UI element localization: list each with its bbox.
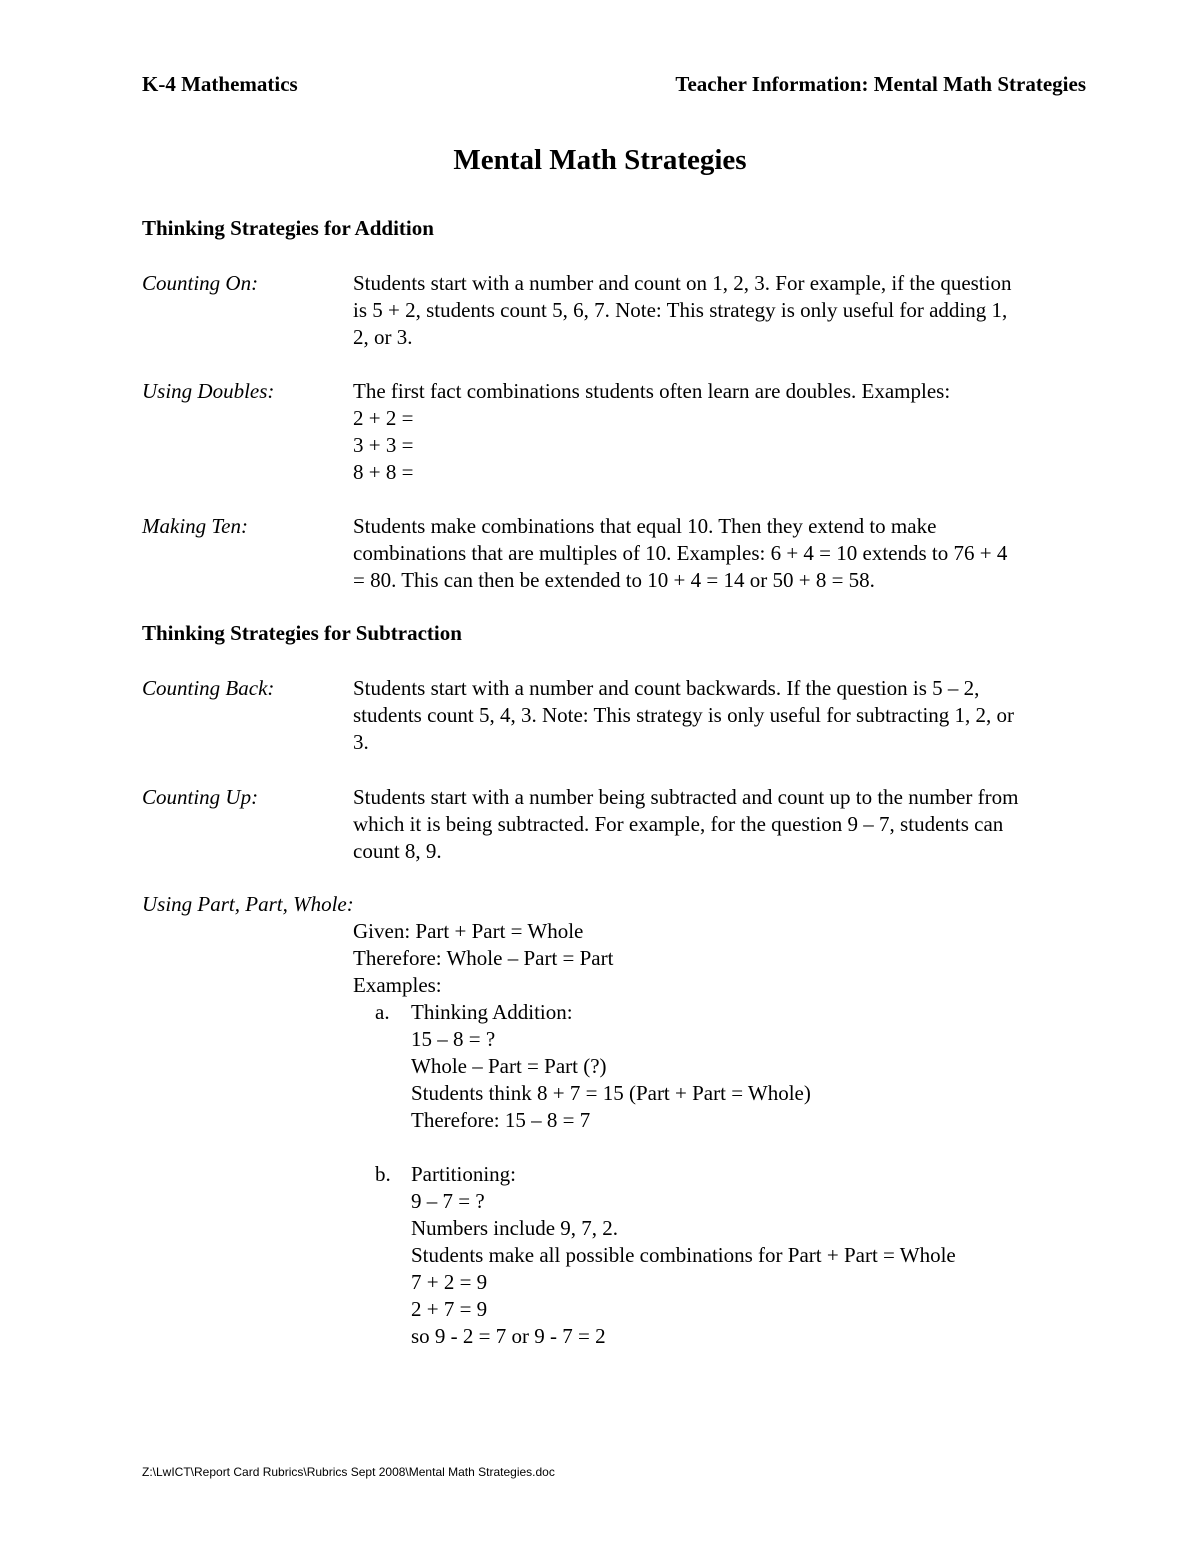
term-counting-on: Counting On:	[142, 271, 259, 295]
term-making-ten: Making Ten:	[142, 514, 248, 538]
text-line: 7 + 2 = 9	[411, 1270, 488, 1294]
text-line: Partitioning:	[411, 1162, 516, 1186]
text-line: 8 + 8 =	[353, 460, 414, 484]
term-counting-back: Counting Back:	[142, 676, 275, 700]
text-line: 3 + 3 =	[353, 433, 414, 457]
text-line: Numbers include 9, 7, 2.	[411, 1216, 619, 1240]
term-counting-up: Counting Up:	[142, 785, 259, 809]
text-line: The first fact combinations students often learn are doubles. Examples:	[353, 379, 951, 403]
text-line: Students make combinations that equal 10. Then they extend to make	[353, 514, 937, 538]
text-line: count 8, 9.	[353, 839, 442, 863]
text-line: 2, or 3.	[353, 325, 413, 349]
desc-part-part-whole	[353, 918, 1113, 999]
example-b-marker: b.	[375, 1162, 391, 1186]
text-line: Therefore: 15 – 8 = 7	[411, 1108, 591, 1132]
text-line: 2 + 7 = 9	[411, 1297, 488, 1321]
term-part-part-whole: Using Part, Part, Whole:	[142, 892, 354, 916]
page-title: Mental Math Strategies	[453, 144, 747, 176]
desc-counting-back	[353, 675, 1113, 756]
section-heading-addition: Thinking Strategies for Addition	[142, 216, 434, 240]
desc-using-doubles	[353, 378, 1113, 486]
desc-counting-on	[353, 270, 1113, 351]
desc-making-ten	[353, 513, 1113, 594]
text-line: combinations that are multiples of 10. Examples: 6 + 4 = 10 extends to 76 + 4	[353, 541, 1008, 565]
text-line: = 80. This can then be extended to 10 + 4 = 14 or 50 + 8 = 58.	[353, 568, 875, 592]
text-line: Students start with a number and count backwards. If the question is 5 – 2,	[353, 676, 980, 700]
text-line: Whole – Part = Part (?)	[411, 1054, 607, 1078]
header-left: K-4 Mathematics	[142, 72, 298, 96]
text-line: which it is being subtracted. For example, for the question 9 – 7, students can	[353, 812, 1004, 836]
text-line: 9 – 7 = ?	[411, 1189, 485, 1213]
text-line: 2 + 2 =	[353, 406, 414, 430]
text-line: students count 5, 4, 3. Note: This strategy is only useful for subtracting 1, 2, or	[353, 703, 1015, 727]
desc-counting-up	[353, 784, 1113, 865]
term-using-doubles: Using Doubles:	[142, 379, 275, 403]
text-line: Students start with a number and count on 1, 2, 3. For example, if the question	[353, 271, 1012, 295]
text-line: Examples:	[353, 973, 442, 997]
text-line: Students make all possible combinations for Part + Part = Whole	[411, 1243, 956, 1267]
example-a-body	[411, 999, 811, 1134]
section-heading-subtraction: Thinking Strategies for Subtraction	[142, 621, 462, 645]
text-line: Students start with a number being subtracted and count up to the number from	[353, 785, 1019, 809]
header-right: Teacher Information: Mental Math Strategies	[675, 72, 1086, 96]
text-line: Students think 8 + 7 = 15 (Part + Part = Whole)	[411, 1081, 811, 1105]
text-line: Thinking Addition:	[411, 1000, 573, 1024]
text-line: Therefore: Whole – Part = Part	[353, 946, 614, 970]
text-line: is 5 + 2, students count 5, 6, 7. Note: This strategy is only useful for adding 1,	[353, 298, 1008, 322]
example-b-body	[411, 1161, 956, 1350]
text-line: 3.	[353, 730, 369, 754]
text-line: 15 – 8 = ?	[411, 1027, 496, 1051]
footer-file-path: Z:\LwICT\Report Card Rubrics\Rubrics Sept 2008\Mental Math Strategies.doc	[142, 1465, 555, 1479]
text-line: so 9 - 2 = 7 or 9 - 7 = 2	[411, 1324, 606, 1348]
text-line: Given: Part + Part = Whole	[353, 919, 584, 943]
example-a-marker: a.	[375, 1000, 390, 1024]
